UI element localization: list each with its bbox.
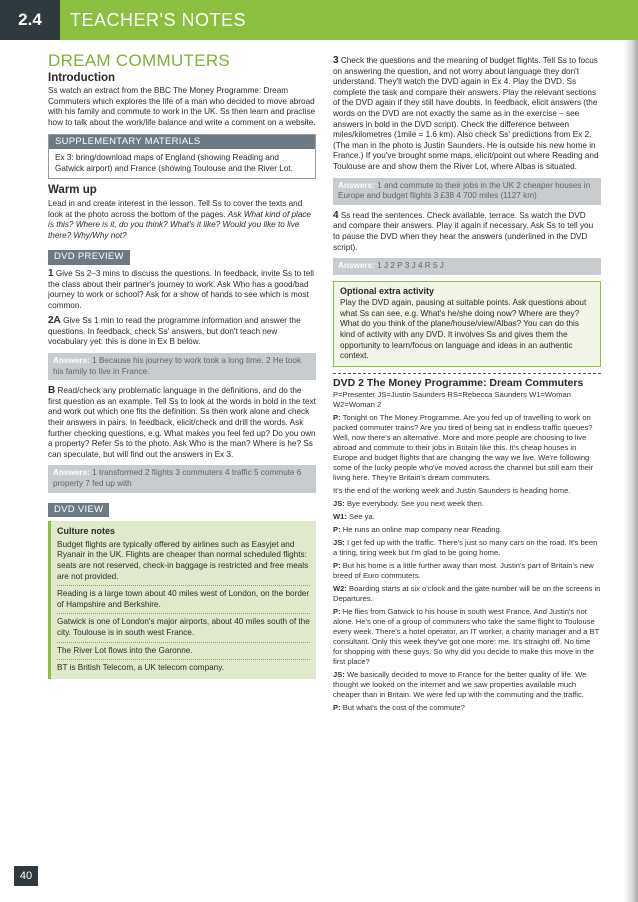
supplementary-label: SUPPLEMENTARY MATERIALS — [49, 135, 315, 150]
script-text: It's the end of the working week and Justin Saunders is heading home. — [333, 486, 571, 496]
script-line — [333, 499, 601, 509]
header-bar — [0, 0, 638, 40]
script-text: Bye everybody. See you next week then. — [346, 499, 484, 509]
exercise-2a-number: 2A — [48, 315, 61, 327]
script-speaker: W2: — [333, 584, 350, 594]
script-speaker: P: — [333, 607, 343, 617]
optional-extra-heading: Optional extra activity — [340, 285, 435, 296]
script-text: But what's the cost of the commute? — [342, 703, 465, 713]
culture-note-1: Budget flights are typically offered by airlines such as Easyjet and Ryanair in the UK. Flights are cheaper than normal scheduled flights: seats are not reserved, check-in baggage is restricted and free meals are not provided. — [57, 540, 310, 586]
answers-3 — [333, 178, 601, 205]
exercise-1-text: Give Ss 2–3 mins to discuss the questions. In feedback, invite Ss to tell the class about their partner's journey to work. Ask Who has a good/bad journey to work or school? Ask for a show of hands to see which is most common. — [48, 268, 314, 310]
page-number: 40 — [14, 866, 38, 886]
unit-number: 2.4 — [0, 0, 60, 40]
script-line — [333, 538, 601, 558]
warmup-instructions: Lead in and create interest in the lesson. Tell Ss to cover the texts and look at the photo across the bottom of the pages. — [48, 198, 303, 219]
warmup-text — [48, 199, 316, 241]
answers-label: Answers: — [53, 356, 90, 366]
script-text: He flies from Gatwick to his house in south west France. And Justin's not alone. He's one of a group of commuters who take the same flight to Toulouse every week. There's a hotel operator, an IT worker, a charity manager and a BT consultant. Only this week they've got one more: me. It's straight off. No time for shopping with these guys. So why did you decide to make this move in the first place? — [333, 607, 600, 667]
script-speaker: JS: — [333, 499, 347, 509]
answers-label: Answers: — [338, 261, 375, 271]
script-line — [333, 512, 601, 522]
exercise-3 — [333, 56, 601, 173]
supplementary-text: Ex 3: bring/download maps of England (showing Reading and Gatwick airport) and France (showing Toulouse and the River Lot. — [55, 153, 293, 173]
answers-label: Answers: — [338, 180, 375, 190]
culture-note-2: Reading is a large town about 40 miles west of London, on the border of Hampshire and Berkshire. — [57, 589, 310, 614]
header-title: TEACHER'S NOTES — [70, 10, 246, 30]
exercise-2b-text: Read/check any problematic language in the definitions, and do the first question as an example. Tell Ss to look at the words in bold in the text and work out which one fits the definition. Ss then work alone and check their answers in pairs. In feedback, elicit/check and drill the words. Ask further checking questions, e.g. What makes you feel fed up? Do you own a property? Refer Ss to the photo. Ask Who is the man? Where is he? Ss can speculate, but will find out the answers in Ex 3. — [48, 386, 316, 459]
page-spine-shadow — [624, 40, 638, 902]
answers-4-text: 1 J 2 P 3 J 4 R 5 J — [377, 261, 444, 271]
script-text: Tonight on The Money Programme. Are you fed up of travelling to work on packed commuter trains? Are you tired of being sat in endless traffic queues? Well, now there's an alternative. More and more people are choosing to live abroad and commute to their jobs in Britain like this. It's cheap houses in Europe and budget flights that are changing the way we live. We're following some of the lucky people who've moved across the channel but still earn their living here. They're Britain's dream commuters. — [333, 413, 594, 483]
exercise-3-number: 3 — [333, 55, 339, 66]
exercise-4-text: Ss read the sentences. Check available, terrace. Ss watch the DVD and compare their answers. Play it again if necessary. Ask Ss to tell you to pause the DVD when they hear the answers (underlined in the DVD script). — [333, 210, 594, 252]
answers-label: Answers: — [53, 468, 90, 478]
script-speaker: W1: — [333, 512, 350, 522]
left-column — [48, 51, 316, 685]
script-line — [333, 607, 601, 667]
script-line — [333, 525, 601, 535]
right-column — [333, 56, 601, 716]
script-speaker: JS: — [333, 538, 347, 548]
exercise-1 — [48, 269, 316, 311]
script-line — [333, 486, 601, 496]
intro-heading: Introduction — [48, 71, 116, 84]
exercise-4 — [333, 211, 601, 253]
script-speaker: P: — [333, 703, 343, 713]
culture-note-5: BT is British Telecom, a UK telecom company. — [57, 663, 224, 673]
answers-4 — [333, 258, 601, 275]
culture-notes-heading: Culture notes — [57, 526, 116, 537]
optional-extra-text: Play the DVD again, pausing at suitable points. Ask questions about what Ss can see, e.g. What's he/she doing now? Where are they? What do you think of the plane/house/view/Albas? You can do this kind of activity with any DVD. It involves Ss and gives them the opportunity to learn/focus on language and ideas in an authentic context. — [340, 298, 587, 361]
script-text: See ya. — [349, 512, 375, 522]
script-text: Boarding starts at six o'clock and the gate number will be on the screens in Departures. — [333, 584, 601, 604]
warmup-heading: Warm up — [48, 184, 97, 197]
culture-note-4: The River Lot flows into the Garonne. — [57, 646, 310, 661]
exercise-2b-number: B — [48, 385, 56, 397]
exercise-2a — [48, 316, 316, 348]
script-text: I get fed up with the traffic. There's just so many cars on the road. It's been a tiring, tiring week but I'm glad to be going home. — [333, 538, 598, 558]
script-line — [333, 703, 601, 713]
script-text: We basically decided to move to France for the better quality of life. We thought we looked on the internet and we saw properties available much cheaper than in Britain. We were fed up with the commuting and the traffic. — [333, 670, 587, 700]
page-title: DREAM COMMUTERS — [48, 51, 231, 70]
script-line — [333, 561, 601, 581]
supplementary-box — [48, 134, 316, 180]
answers-2b-text: 1 transformed 2 flights 3 commuters 4 traffic 5 commute 6 property 7 fed up with — [53, 468, 302, 488]
answers-2a-text: 1 Because his journey to work took a long time. 2 He took his family to live in France. — [53, 356, 302, 376]
answers-2a — [48, 353, 316, 380]
script-speaker: P: — [333, 561, 343, 571]
script-speaker: P: — [333, 525, 343, 535]
intro-text: Ss watch an extract from the BBC The Money Programme: Dream Commuters which explores the life of a man who decided to move abroad with his family and commute to work in the UK. Ss then learn and practise how to talk about the work/life balance and write a comment on a website. — [48, 86, 316, 127]
answers-3-text: 1 and commute to their jobs in the UK 2 cheaper houses in Europe and budget flights 3 £38 4 700 miles (1127 km) — [338, 180, 591, 201]
exercise-2b — [48, 386, 316, 460]
warmup-questions: Ask What kind of place is this? Where is it, do you think? What's it like? Would you like to live there? Why/Why not? — [48, 209, 312, 240]
exercise-2a-text: Give Ss 1 min to read the programme information and answer the questions. In feedback, check Ss' answers, but don't teach new vocabulary yet: this is done in Ex B below. — [48, 316, 301, 347]
dvd-preview-label: DVD PREVIEW — [48, 250, 130, 265]
script-speaker: P: — [333, 413, 343, 423]
script-lines — [333, 413, 601, 713]
optional-extra-box — [333, 281, 601, 367]
dvd-view-label: DVD VIEW — [48, 503, 109, 518]
exercise-3-text: Check the questions and the meaning of budget flights. Tell Ss to focus on answering the question, and not worry about language they don't understand. They'll watch the DVD again in Ex 4. Play the DVD. Ss complete the task and compare their answers. Play the relevant sections of the DVD again if they still have doubts. In feedback, elicit answers (the words on the DVD are not exactly the same as in the exercise – see answers in bold in the DVD script). Check the difference between miles/kilometres (1mile = 1.6 km). Also check Ss' predictions from Ex 2. (The man in the photo is Justin Saunders. He is outside his new home in France.) If you've brought some maps, elicit/point out where Reading and Toulouse are and show them the River Lot, where Albas is situated. — [333, 56, 599, 171]
dvd-script-title: DVD 2 The Money Programme: Dream Commuters — [333, 373, 601, 389]
script-speaker: JS: — [333, 670, 347, 680]
script-line — [333, 584, 601, 604]
culture-notes-box — [48, 521, 316, 679]
exercise-4-number: 4 — [333, 209, 339, 221]
dvd-script — [333, 390, 601, 713]
script-text: He runs an online map company near Reading. — [342, 525, 502, 535]
answers-2b — [48, 465, 316, 492]
script-text: But his home is a little further away than most. Justin's part of Britain's new breed of Euro commuters. — [333, 561, 594, 581]
script-line — [333, 413, 601, 483]
exercise-1-number: 1 — [48, 267, 54, 279]
script-line — [333, 670, 601, 700]
culture-note-3: Gatwick is one of London's major airports, about 40 miles south of the city. Toulouse is in south west France. — [57, 617, 310, 642]
script-cast: P=Presenter JS=Justin Saunders RS=Rebecca Saunders W1=Woman W2=Woman 2 — [333, 390, 571, 410]
